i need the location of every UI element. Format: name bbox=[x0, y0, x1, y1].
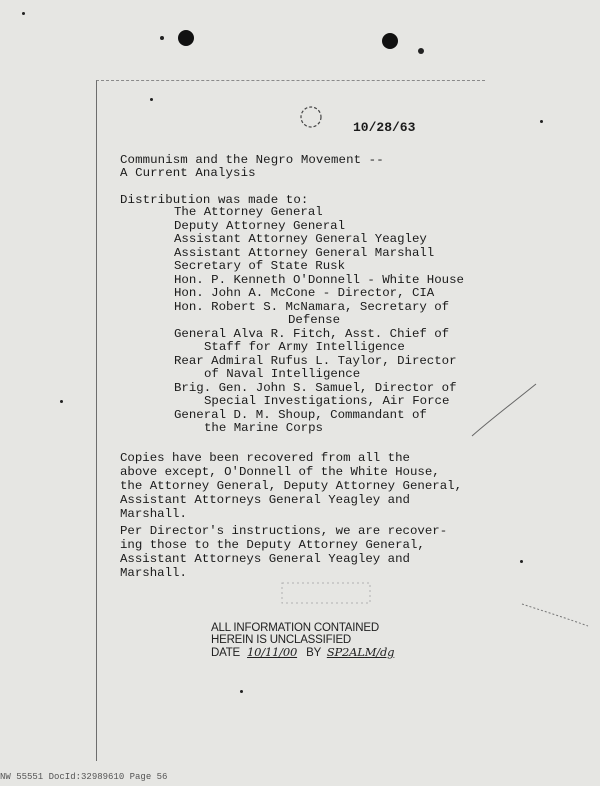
margin-pen-mark bbox=[520, 600, 590, 630]
stamp-by-value: SP2ALM/dg bbox=[326, 645, 395, 659]
scan-speck bbox=[160, 36, 164, 40]
recipient-line: Hon. Robert S. McNamara, Secretary of bbox=[174, 299, 450, 314]
copies-paragraph-line: Assistant Attorneys General Yeagley and bbox=[120, 493, 410, 507]
copies-paragraph-line: above except, O'Donnell of the White House, bbox=[120, 465, 440, 479]
stamp-by-label: BY bbox=[306, 647, 321, 659]
directive-paragraph-line: Assistant Attorneys General Yeagley and bbox=[120, 552, 410, 566]
distribution-heading: Distribution was made to: bbox=[120, 193, 309, 207]
scan-speck bbox=[520, 560, 523, 563]
recipient-line: General Alva R. Fitch, Asst. Chief of bbox=[174, 326, 450, 341]
copies-paragraph-line: Copies have been recovered from all the bbox=[120, 451, 410, 465]
scan-speck bbox=[418, 48, 424, 54]
recipient-line: Deputy Attorney General bbox=[174, 218, 346, 233]
declassification-stamp bbox=[211, 622, 394, 659]
recipient-line: Hon. John A. McCone - Director, CIA bbox=[174, 286, 435, 300]
stamp-date-row bbox=[211, 646, 394, 659]
stamp-line-2: HEREIN IS UNCLASSIFIED bbox=[211, 634, 352, 646]
scan-speck bbox=[540, 120, 543, 123]
directive-paragraph-line: ing those to the Deputy Attorney General, bbox=[120, 538, 425, 552]
recipient-line: Assistant Attorney General Marshall bbox=[174, 245, 435, 260]
recipient-line: Hon. P. Kenneth O'Donnell - White House bbox=[174, 272, 464, 287]
stamp-date-value: 10/11/00 bbox=[247, 645, 298, 659]
copies-paragraph-line: Marshall. bbox=[120, 507, 187, 521]
faint-ghost-stamp bbox=[278, 580, 374, 606]
margin-pen-mark bbox=[470, 380, 540, 440]
recipient-line: General D. M. Shoup, Commandant of bbox=[174, 407, 427, 422]
binder-hole-right bbox=[382, 33, 398, 49]
stamp-date-label: DATE bbox=[211, 647, 241, 659]
scan-speck bbox=[22, 12, 25, 15]
document-title-line-2: A Current Analysis bbox=[120, 166, 256, 180]
document-date: 10/28/63 bbox=[353, 120, 416, 135]
directive-paragraph-line: Marshall. bbox=[120, 566, 187, 580]
recipient-line-continuation: the Marine Corps bbox=[204, 421, 323, 435]
recipient-line: Secretary of State Rusk bbox=[174, 259, 346, 273]
recipient-line-continuation: Defense bbox=[288, 313, 341, 327]
archive-footer: NW 55551 DocId:32989610 Page 56 bbox=[0, 772, 168, 782]
recipient-line: The Attorney General bbox=[174, 205, 323, 219]
handwritten-circle-mark bbox=[298, 104, 324, 130]
binder-hole-left bbox=[178, 30, 194, 46]
recipient-line-continuation: of Naval Intelligence bbox=[204, 367, 361, 381]
recipient-line: Assistant Attorney General Yeagley bbox=[174, 232, 427, 246]
recipient-line-continuation: Special Investigations, Air Force bbox=[204, 394, 450, 408]
recipient-line: Brig. Gen. John S. Samuel, Director of bbox=[174, 380, 457, 395]
copies-paragraph-line: the Attorney General, Deputy Attorney General, bbox=[120, 479, 463, 493]
document-title-line-1: Communism and the Negro Movement -- bbox=[120, 153, 384, 167]
scan-speck bbox=[60, 400, 63, 403]
recipient-line: Rear Admiral Rufus L. Taylor, Director bbox=[174, 353, 457, 368]
directive-paragraph-line: Per Director's instructions, we are recover- bbox=[120, 524, 448, 538]
stamp-line-1: ALL INFORMATION CONTAINED bbox=[211, 622, 379, 634]
recipient-line-continuation: Staff for Army Intelligence bbox=[204, 340, 405, 354]
